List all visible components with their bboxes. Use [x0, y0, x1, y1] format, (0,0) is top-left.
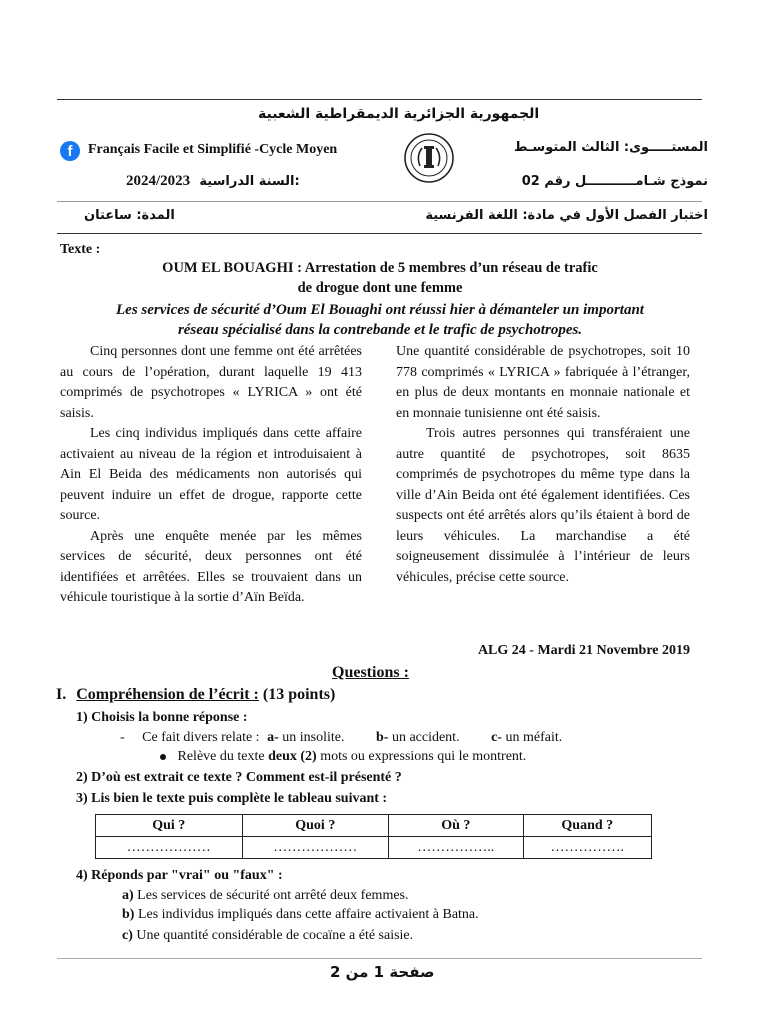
- choice-a: un insolite.: [282, 730, 345, 745]
- sub-bold: deux (2): [268, 749, 317, 764]
- sub-post: mots ou expressions qui le montrent.: [320, 749, 527, 764]
- paragraph: Cinq personnes dont une femme ont été arrêtées au cours de l’opération, durant laquelle 19 413 comprimés de psychotropes « LYRICA » ont été saisis.: [60, 344, 362, 421]
- table-blank: …………….: [523, 837, 651, 859]
- item-key: b): [122, 907, 135, 922]
- school-year-value: 2024/2023: [126, 173, 191, 189]
- emblem-icon: [403, 132, 455, 184]
- header-rule: [57, 201, 702, 202]
- article-lead-line2: réseau spécialisé dans la contrebande et le trafic de psychotropes.: [177, 322, 583, 338]
- article-right-column: [396, 342, 690, 588]
- table-header: Où ?: [389, 815, 523, 837]
- question-2: 2) D’où est extrait ce texte ? Comment est-il présenté ?: [76, 770, 402, 785]
- article-source: ALG 24 - Mardi 21 Novembre 2019: [477, 643, 690, 658]
- choice-c: un méfait.: [505, 730, 563, 745]
- article-title-line2: de drogue dont une femme: [297, 280, 463, 296]
- choice-a-key: a-: [267, 730, 279, 745]
- section-rule: [57, 233, 702, 234]
- question-1-sub: [160, 749, 526, 765]
- school-year: [126, 173, 300, 190]
- republic-heading: الجمهورية الجزائرية الديمقراطية الشعبية: [258, 106, 540, 122]
- text-label: Texte :: [60, 242, 101, 257]
- duration-label: المدة: ساعتان: [84, 208, 175, 223]
- answer-table: [95, 814, 652, 859]
- section-title-text: Compréhension de l’écrit :: [76, 686, 259, 703]
- table-blank: ………………: [96, 837, 243, 859]
- question-4-item: [122, 907, 479, 923]
- question-3: 3) Lis bien le texte puis complète le tableau suivant :: [76, 791, 388, 806]
- question-4-item: [122, 928, 413, 944]
- table-row: [96, 837, 652, 859]
- footer-rule: [57, 958, 702, 959]
- choice-c-key: c-: [491, 730, 502, 745]
- paragraph: Une quantité considérable de psychotropes, soit 10 778 comprimés « LYRICA » fabriquée à l’étranger, en plus de deux montants en monnaie nationale et en monnaie tunisienne ont été saisis.: [396, 344, 690, 421]
- table-header: Qui ?: [96, 815, 243, 837]
- question-4: 4) Réponds par "vrai" ou "faux" :: [76, 868, 283, 883]
- top-rule: [57, 99, 702, 100]
- item-key: c): [122, 928, 133, 943]
- item-text: Une quantité considérable de cocaïne a été saisie.: [136, 928, 414, 943]
- model-label: نموذج شـامـــــــــــل رقم 02: [521, 174, 708, 189]
- choice-b-key: b-: [375, 730, 389, 745]
- article-lead-line1: Les services de sécurité d’Oum El Bouaghi ont réussi hier à démanteler un important: [116, 302, 644, 318]
- question-1-choices: [120, 730, 562, 746]
- facebook-icon: f: [60, 141, 80, 161]
- dash: -: [120, 730, 125, 745]
- choice-b: un accident.: [391, 730, 460, 745]
- article-title-line1: OUM EL BOUAGHI : Arrestation de 5 membres d’un réseau de trafic: [162, 260, 598, 276]
- item-text: Les individus impliqués dans cette affaire activaient à Batna.: [137, 907, 479, 922]
- question-4-item: [122, 888, 409, 904]
- table-header: Quand ?: [523, 815, 651, 837]
- paragraph: Les cinq individus impliqués dans cette affaire activaient au niveau de la région et introduisaient à Ain El Beida des médicaments non autorisés qui peuvent induire un effet de drogue, rapporte cette source.: [60, 426, 362, 523]
- section-number: I.: [56, 686, 67, 703]
- questions-heading: Questions :: [332, 664, 409, 681]
- table-header: Quoi ?: [242, 815, 389, 837]
- school-year-label: السنة الدراسية:: [199, 174, 300, 189]
- section-title: [56, 686, 335, 704]
- table-blank: ………………: [242, 837, 389, 859]
- question-1: 1) Choisis la bonne réponse :: [76, 710, 248, 725]
- article-left-column: [60, 342, 362, 609]
- exam-title: اختبار الفصل الأول في مادة: اللغة الفرنسية: [425, 208, 708, 223]
- sub-pre: Relève du texte: [177, 749, 265, 764]
- table-blank: ……………..: [389, 837, 523, 859]
- facebook-label: Français Facile et Simplifié -Cycle Moyen: [88, 142, 338, 157]
- level-label: المستـــــوى: الثالث المتوسـط: [514, 140, 708, 155]
- item-key: a): [122, 888, 134, 903]
- table-header-row: [96, 815, 652, 837]
- question-1-stem: Ce fait divers relate :: [142, 730, 260, 745]
- section-points: (13 points): [262, 686, 336, 703]
- bullet-icon: [160, 754, 166, 760]
- page-number: صفحة 1 من 2: [330, 963, 435, 981]
- paragraph: Après une enquête menée par les mêmes services de sécurité, deux personnes ont été identifiées et arrêtées. Elles se trouvaient dans un véhicule touristique à la sortie d’Aïn Beïda.: [60, 528, 362, 605]
- paragraph: Trois autres personnes qui transféraient une autre quantité de psychotropes, soit 8635 comprimés de psychotropes du même type dans la ville d’Ain Beida ont été également identifiées. Ces suspects ont été arrêtés alors qu’ils étaient à bord de leurs véhicules. La marchandise a été soigneusement dissimulée à l’intérieur de leurs véhicules, précise cette source.: [396, 426, 690, 585]
- item-text: Les services de sécurité ont arrêté deux femmes.: [137, 888, 409, 903]
